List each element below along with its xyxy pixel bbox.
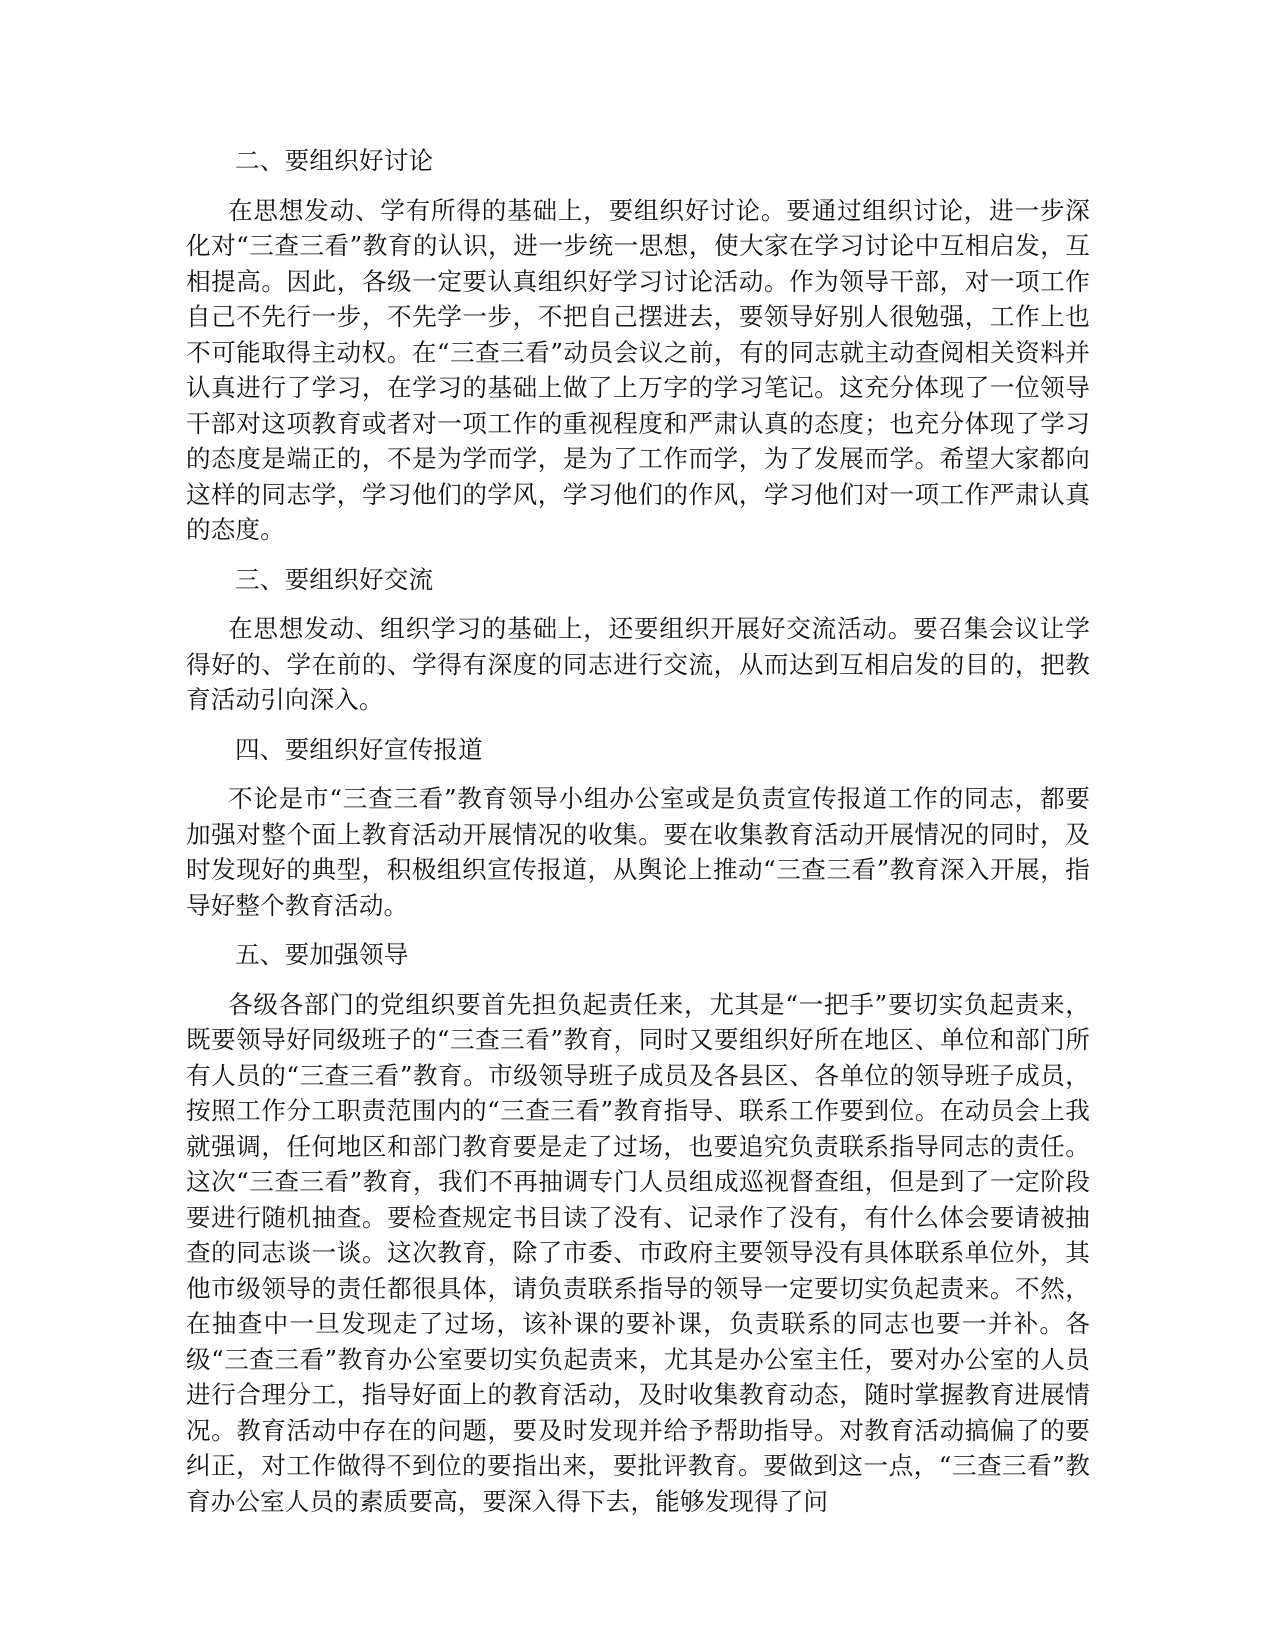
section-heading-publicity: 四、要组织好宣传报道 <box>235 734 483 764</box>
document-body <box>186 143 1090 1519</box>
section-body-publicity: 不论是市“三查三看”教育领导小组办公室或是负责宣传报道工作的同志，都要加强对整个面上教育活动开展情况的收集。要在收集教育活动开展情况的同时，及时发现好的典型，积极组织宣传报道，从舆论上推动“三查三看”教育深入开展，指导好整个教育活动。 <box>186 784 1090 920</box>
section-heading-discussion: 二、要组织好讨论 <box>235 146 434 175</box>
section-body-discussion: 在思想发动、学有所得的基础上，要组织好讨论。要通过组织讨论，进一步深化对“三查三看”教育的认识，进一步统一思想，使大家在学习讨论中互相启发，互相提高。因此，各级一定要认真组织好学习讨论活动。作为领导干部，对一项工作自己不先行一步，不先学一步，不把自己摆进去，要领导好别人很勉强，工作上也不可能取得主动权。在“三查三看”动员会议之前，有的同志就主动查阅相关资料并认真进行了学习，在学习的基础上做了上万字的学习笔记。这充分体现了一位领导干部对这项教育或者对一项工作的重视程度和严肃认真的态度；也充分体现了学习的态度是端正的，不是为学而学，是为了工作而学，为了发展而学。希望大家都向这样的同志学，学习他们的学风，学习他们的作风，学习他们对一项工作严肃认真的态度。 <box>186 195 1090 544</box>
section-body-leadership: 各级各部门的党组织要首先担负起责任来，尤其是“一把手”要切实负起责来，既要领导好同级班子的“三查三看”教育，同时又要组织好所在地区、单位和部门所有人员的“三查三看”教育。市级领导班子成员及各县区、各单位的领导班子成员，按照工作分工职责范围内的“三查三看”教育指导、联系工作要到位。在动员会上我就强调，任何地区和部门教育要是走了过场，也要追究负责联系指导同志的责任。这次“三查三看”教育，我们不再抽调专门人员组成巡视督查组，但是到了一定阶段要进行随机抽查。要检查规定书目读了没有、记录作了没有，有什么体会要请被抽查的同志谈一谈。这次教育，除了市委、市政府主要领导没有具体联系单位外，其他市级领导的责任都很具体，请负责联系指导的领导一定要切实负起责来。不然，在抽查中一旦发现走了过场，该补课的要补课，负责联系的同志也要一并补。各级“三查三看”教育办公室要切实负起责来，尤其是办公室主任，要对办公室的人员进行合理分工，指导好面上的教育活动，及时收集教育动态，随时掌握教育进展情况。教育活动中存在的问题，要及时发现并给予帮助指导。对教育活动搞偏了的要纠正，对工作做得不到位的要指出来，要批评教育。要做到这一点，“三查三看”教育办公室人员的素质要高，要深入得下去，能够发现得了问 <box>186 989 1090 1516</box>
section-body-exchange: 在思想发动、组织学习的基础上，还要组织开展好交流活动。要召集会议让学得好的、学在前的、学得有深度的同志进行交流，从而达到互相启发的目的，把教育活动引向深入。 <box>186 614 1090 714</box>
section-heading-exchange: 三、要组织好交流 <box>235 564 434 594</box>
section-heading-leadership: 五、要加强领导 <box>235 940 409 969</box>
